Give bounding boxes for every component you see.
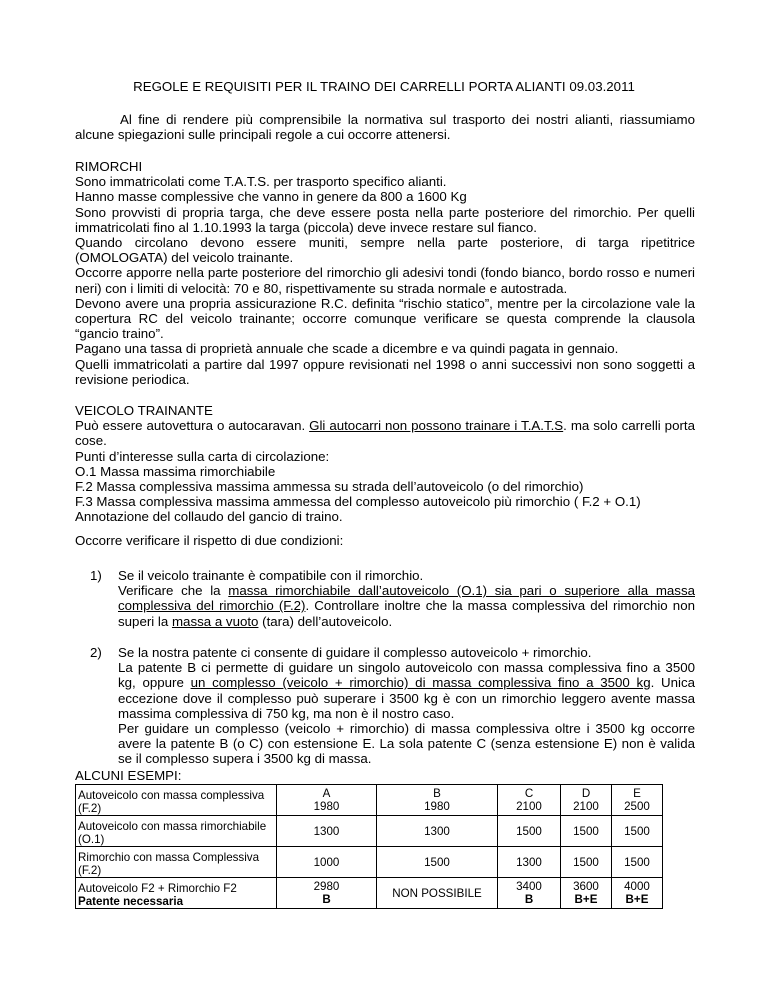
section-veicolo-trainante <box>75 403 695 525</box>
text-run: La patente B ci permette di guidare un singolo autoveicolo con massa complessiva fino a 3500 kg, oppure <box>118 660 695 691</box>
table-cell: 1300 <box>498 847 561 878</box>
cell-value: 3400 <box>516 880 542 893</box>
condition-lead: Se il veicolo trainante è compatibile con il rimorchio. <box>118 568 424 583</box>
license-value: B+E <box>574 893 598 906</box>
table-cell <box>612 878 663 909</box>
condition-lead: Se la nostra patente ci consente di guidare il complesso autoveicolo + rimorchio. <box>118 645 592 660</box>
license-value: B+E <box>625 893 649 906</box>
section-heading: RIMORCHI <box>75 159 143 174</box>
text-run: Può essere autovettura o autocaravan. <box>75 418 310 434</box>
text-run: . Unica eccezione dove il complesso può superare i 3500 kg è con un rimorchio leggero avente massa massima complessiva di 750 kg, ma non è il nostro caso. <box>118 675 695 721</box>
paragraph-line: Hanno masse complessive che vanno in genere da 800 a 1600 Kg <box>75 189 467 205</box>
paragraph-line: Pagano una tassa di proprietà annuale che scade a dicembre e va quindi pagata in gennaio. <box>75 341 619 357</box>
table-cell <box>498 878 561 909</box>
table-row <box>76 878 663 909</box>
table-cell <box>561 785 612 816</box>
text-run: . ma solo carrelli porta cose. <box>75 418 695 449</box>
underlined-text: Gli autocarri non possono trainare i T.A.T.S <box>309 418 564 434</box>
cell-value: 4000 <box>624 880 650 893</box>
table-cell <box>612 785 663 816</box>
paragraph-line <box>118 660 695 721</box>
column-header: B <box>433 787 441 800</box>
paragraph-line: Per guidare un complesso (veicolo + rimorchio) di massa complessiva oltre i 3500 kg occorre avere la patente B (o C) con estensione E. La sola patente C (senza estensione E) non è valida se il complesso supera i 3500 kg di massa. <box>118 721 695 767</box>
table-row <box>76 847 663 878</box>
row-label: Rimorchio con massa Complessiva (F.2) <box>78 851 260 877</box>
cell-value: 2500 <box>624 800 650 813</box>
table-cell: 1500 <box>561 847 612 878</box>
table-row <box>76 785 663 816</box>
paragraph-line: Occorre apporre nella parte posteriore del rimorchio gli adesivi tondi (fondo bianco, bordo rosso e numeri neri) con i limiti di velocità: 70 e 80, rispettivamente su strada normale e autostrada. <box>75 265 695 296</box>
table-cell <box>76 847 277 878</box>
examples-heading: ALCUNI ESEMPI: <box>75 768 182 783</box>
intro-paragraph: Al fine di rendere più comprensibile la normativa sul trasporto dei nostri alianti, riassumiamo alcune spiegazioni sulle principali regole a cui occorre attenersi. <box>75 112 695 143</box>
paragraph-line: Annotazione del collaudo del gancio di traino. <box>75 509 343 525</box>
column-header: C <box>524 787 534 800</box>
table-cell <box>277 878 377 909</box>
examples-table <box>75 784 663 909</box>
paragraph-line: F.3 Massa complessiva massima ammessa del complesso autoveicolo più rimorchio ( F.2 + O.1) <box>75 494 641 510</box>
table-cell: 1500 <box>612 816 663 847</box>
row-label: Autoveicolo con massa complessiva (F.2) <box>78 789 265 815</box>
table-cell: 1500 <box>498 816 561 847</box>
paragraph-line: Quando circolano devono essere muniti, sempre nella parte posteriore, di targa ripetitrice (OMOLOGATA) del veicolo trainante. <box>75 235 695 266</box>
table-cell: 1300 <box>277 816 377 847</box>
table-cell: 1500 <box>612 847 663 878</box>
paragraph-line: Devono avere una propria assicurazione R.C. definita “rischio statico”, mentre per la circolazione vale la copertura RC del veicolo trainante; occorre comunque verificare se questa comprende la clausola “gancio traino”. <box>75 295 695 342</box>
table-cell <box>498 785 561 816</box>
conditions-intro: Occorre verificare il rispetto di due condizioni: <box>75 533 344 548</box>
document-title: REGOLE E REQUISITI PER IL TRAINO DEI CARRELLI PORTA ALIANTI 09.03.2011 <box>133 79 635 94</box>
text-run: (tara) dell’autoveicolo. <box>258 613 393 629</box>
underlined-text: massa a vuoto <box>171 613 259 629</box>
section-rimorchi <box>75 159 695 387</box>
condition-1 <box>90 568 695 629</box>
table-cell <box>76 816 277 847</box>
text-run: Verificare che la <box>118 583 229 599</box>
text-run: . Controllare inoltre che la massa complessiva del rimorchio non superi la <box>118 598 695 629</box>
table-cell <box>377 785 498 816</box>
table-cell <box>277 785 377 816</box>
list-number: 2) <box>90 645 102 660</box>
column-header: D <box>581 787 591 800</box>
table-cell: 1300 <box>377 816 498 847</box>
table-cell <box>561 878 612 909</box>
paragraph-line: Punti d’interesse sulla carta di circolazione: <box>75 448 330 464</box>
license-value: B <box>322 893 331 906</box>
paragraph-line: Sono provvisti di propria targa, che deve essere posta nella parte posteriore del rimorchio. Per quelli immatricolati fino al 1.10.1993 la targa (piccola) deve invece restare sul fianco. <box>75 204 695 235</box>
table-cell: 1500 <box>377 847 498 878</box>
table-row <box>76 816 663 847</box>
paragraph-line: Quelli immatricolati a partire dal 1997 oppure revisionati nel 1998 o anni successivi non sono soggetti a revisione periodica. <box>75 356 695 387</box>
table-cell <box>76 785 277 816</box>
cell-value: 2100 <box>516 800 542 813</box>
cell-value: 2100 <box>573 800 599 813</box>
row-label: Autoveicolo con massa rimorchiabile (O.1) <box>78 820 267 846</box>
license-value: B <box>524 893 534 906</box>
table-cell: NON POSSIBILE <box>377 878 498 909</box>
section-heading: VEICOLO TRAINANTE <box>75 403 213 418</box>
column-header: E <box>633 787 641 800</box>
paragraph-line: F.2 Massa complessiva massima ammessa su strada dell’autoveicolo (o del rimorchio) <box>75 479 584 495</box>
cell-value: 3600 <box>573 880 599 893</box>
paragraph-line: O.1 Massa massima rimorchiabile <box>75 463 276 479</box>
cell-value: 1980 <box>424 800 450 813</box>
underlined-text: un complesso (veicolo + rimorchio) di massa complessiva fino a 3500 kg <box>190 675 651 691</box>
cell-value: 2980 <box>313 880 340 893</box>
table-cell: 1000 <box>277 847 377 878</box>
row-label: Patente necessaria <box>78 895 184 908</box>
condition-body <box>118 645 695 767</box>
paragraph-line <box>75 418 695 448</box>
underlined-text: massa rimorchiabile dall’autoveicolo (O.1) sia pari o superiore alla massa complessiva del rimorchio (F.2) <box>118 583 695 614</box>
list-number: 1) <box>90 568 102 583</box>
row-label: Autoveicolo F2 + Rimorchio F2 <box>78 882 237 895</box>
table-cell: 1500 <box>561 816 612 847</box>
cell-value: 1980 <box>313 800 340 813</box>
column-header: A <box>322 787 331 800</box>
table-cell <box>76 878 277 909</box>
paragraph-line: Sono immatricolati come T.A.T.S. per trasporto specifico alianti. <box>75 174 447 190</box>
condition-body <box>118 568 695 629</box>
condition-2 <box>90 645 695 767</box>
